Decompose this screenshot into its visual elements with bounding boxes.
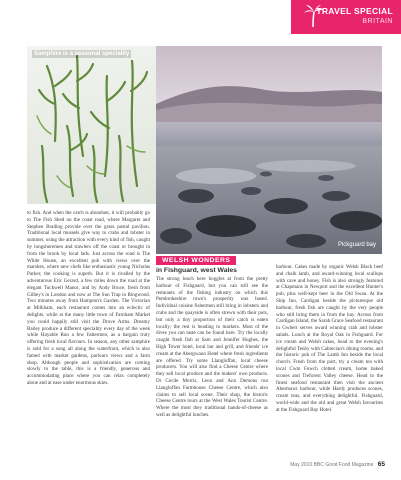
page-footer (290, 461, 385, 468)
beach-photo (156, 46, 382, 254)
column-2-text: The strong lunch here boggles at from the pretty harbour of Fishguard, but you can still see the remnants of the fishing industry on which this Pembrokeshire town's prosperity was based. Individual cuisine fishermen still bring in lobsters and crabs and the quayside is often strewn with their pots, but only a tiny proportion of their catch is eaten locally; the rest is heading to markets. Most of the dives you can taste can be found here. Try the locally caught fresh fish at Sam and Jennifer Hughes, the High Tower hotel, local bar and grill, and friends' ice cream at the Abergwaun Hotel where fresh ingredients are offered. Try some Llangloffan, local cheese producers. You will also find a Cheese Centre where they sell local produce and the makers' own products. Dr Cecile Morris, Leon and Ann Demons run Llangloffan Farmhouse Cheese Centre, which also claims to sell local scene. Their shop, the historic Cheese Centre tours at the West Wales Tourist Centre. Where the most they traditional hands-of-cheese as well as delightful lunches. (156, 276, 268, 418)
travel-special-tab (291, 0, 401, 34)
column-3-text: harbour. Cakes made by organic Welsh Black beef and chalk lamb, and award-winning local scallops with cave and honey. Fish is also strongly featured at Chapmans in Newport and the excellent Hunter's pub, plus well-kept beer in the Old Swan. At the Ship Inn, Cardigan beside the picturesque old harbour, fresh fish are caught by the very people who still bring them in from the bay. Across from Cardigan Island, the Sarah Grace Seafood restaurant in Gwbert serves award winning crab and lobster salads. Lunch at the Royal Oak in Fishguard. For ice cream and Welsh cakes, head to the evening's delightful Tenby with Cabrecian's dining rooms, and the historic pub of The Lamb Inn beside the local church. Fresh from the port, try a cream tea with local Cwm Fuwch clotted cream, home baked scones and Treforest Valley cheese. Head to the finest seafood restaurant then visit the ancient Abermawr harbour, while Hardy produces scones, cream teas, and everything delightful. Fishguard, world-wide and the old and great Welsh favourites at the Fishguard Bay Hotel. (276, 264, 383, 413)
article-column-2 (156, 276, 268, 419)
feature-subhead: in Fishguard, west Wales (156, 267, 237, 274)
column-1-text: to fish. And when the catch is abundant, it will probably go to The Fish Shed on the coast road, where Margaret and Stephen Brading provide over the grass postal pavilion. Traditional local mussels give way to crabs and lobster in summer, using the attraction with every kind of fish, caught by longshoremen and trawlers off the coast or brought in from the brook by local lads. Just across the road is The White House, an excellent pub with views over the marshes, where new chefs like enthusiastic young Nicholas Parker, the cooking is superb. But it is rivalled by the adventurous Eric Gerard, a few miles down the road at the elegant Tuckwell Manor, and by Andy Bruce, fresh from Gilbey's in London and now at The Sun Trap in Ringwood. Two minutes away from Hampton's Garden. The Victorian at Milkham, each restaurant comes into an eclectic of delights, while at the many little town of Farnham Market you could happily still visit the Drove Arms. Dreamy Bailey produce a different speciality every day of the week while Hayable Run a few fishermen, as a bargain truly offering fresh local flavours. In season, any other samphire is sold for a song all along the waterfront, which is also famed with market gardens, parlours views and a farm shop. Although people and sophistication are coming slowly to the table, this is a friendly, generous and accommodating place where you can relax completely alone and at ease under enormous skies. (27, 210, 150, 386)
article-column-1 (27, 210, 150, 387)
section-title: TRAVEL SPECIAL (316, 6, 393, 16)
section-region: BRITAIN (362, 18, 393, 25)
samphire-photo (27, 46, 156, 204)
beach-illustration (156, 46, 382, 254)
issue-label: May 2010 BBC Good Food Magazine (290, 462, 374, 468)
photo-credit: Pickguard bay (337, 242, 376, 248)
samphire-illustration (27, 46, 156, 204)
page-number: 65 (377, 461, 385, 468)
feature-badge: WELSH WONDERS (156, 256, 236, 265)
article-column-3 (276, 264, 383, 414)
samphire-caption: Samphire is a seasonal speciality (34, 51, 130, 57)
